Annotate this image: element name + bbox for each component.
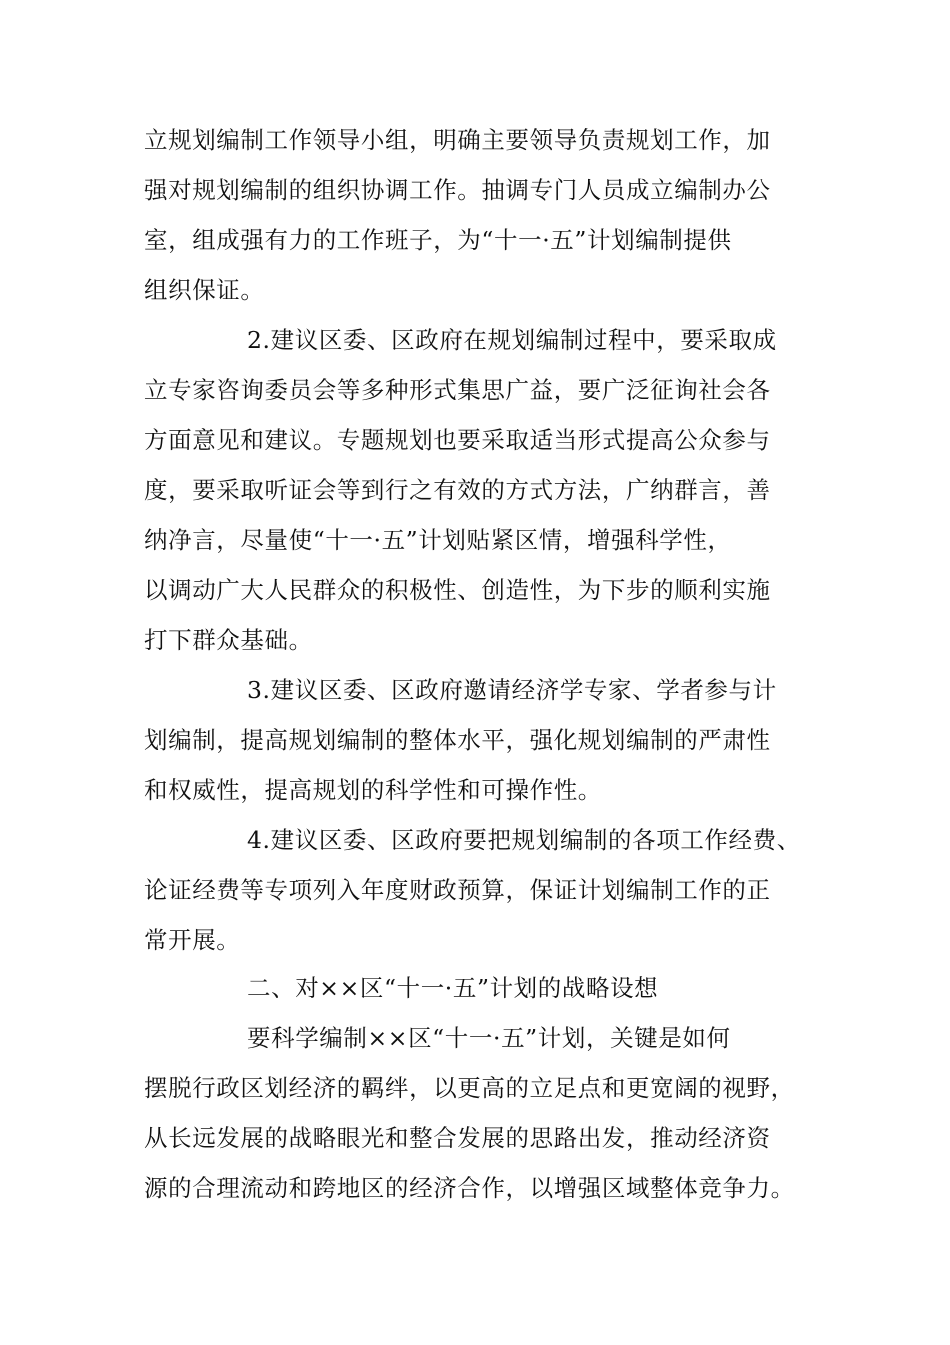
paragraph-line: 立规划编制工作领导小组，明确主要领导负责规划工作，加 xyxy=(144,126,771,154)
paragraph-line: 源的合理流动和跨地区的经济合作，以增强区域整体竞争力。 xyxy=(144,1174,795,1202)
paragraph-line: 常开展。 xyxy=(144,926,241,954)
paragraph-line: 3.建议区委、区政府邀请经济学专家、学者参与计 xyxy=(247,676,777,704)
paragraph-line: 强对规划编制的组织协调工作。抽调专门人员成立编制办公 xyxy=(144,176,771,204)
paragraph-line: 4.建议区委、区政府要把规划编制的各项工作经费、 xyxy=(247,826,801,854)
paragraph-line: 室，组成强有力的工作班子，为“十一·五”计划编制提供 xyxy=(144,226,732,254)
paragraph-line: 方面意见和建议。专题规划也要采取适当形式提高公众参与 xyxy=(144,426,771,454)
paragraph-line: 要科学编制××区“十一·五”计划，关键是如何 xyxy=(247,1024,731,1052)
paragraph-line: 和权威性，提高规划的科学性和可操作性。 xyxy=(144,776,602,804)
paragraph-line: 划编制，提高规划编制的整体水平，强化规划编制的严肃性 xyxy=(144,726,771,754)
paragraph-line: 论证经费等专项列入年度财政预算，保证计划编制工作的正 xyxy=(144,876,771,904)
paragraph-line: 从长远发展的战略眼光和整合发展的思路出发，推动经济资 xyxy=(144,1124,771,1152)
paragraph-line: 以调动广大人民群众的积极性、创造性，为下步的顺利实施 xyxy=(144,576,771,604)
paragraph-line: 立专家咨询委员会等多种形式集思广益，要广泛征询社会各 xyxy=(144,376,771,404)
section-heading: 二、对××区“十一·五”计划的战略设想 xyxy=(247,974,659,1002)
paragraph-line: 组织保证。 xyxy=(144,276,265,304)
paragraph-line: 2.建议区委、区政府在规划编制过程中，要采取成 xyxy=(247,326,777,354)
paragraph-line: 摆脱行政区划经济的羁绊，以更高的立足点和更宽阔的视野， xyxy=(144,1074,795,1102)
paragraph-line: 纳净言，尽量使“十一·五”计划贴紧区情，增强科学性， xyxy=(144,526,732,554)
paragraph-line: 打下群众基础。 xyxy=(144,626,313,654)
paragraph-line: 度，要采取听证会等到行之有效的方式方法，广纳群言，善 xyxy=(144,476,771,504)
